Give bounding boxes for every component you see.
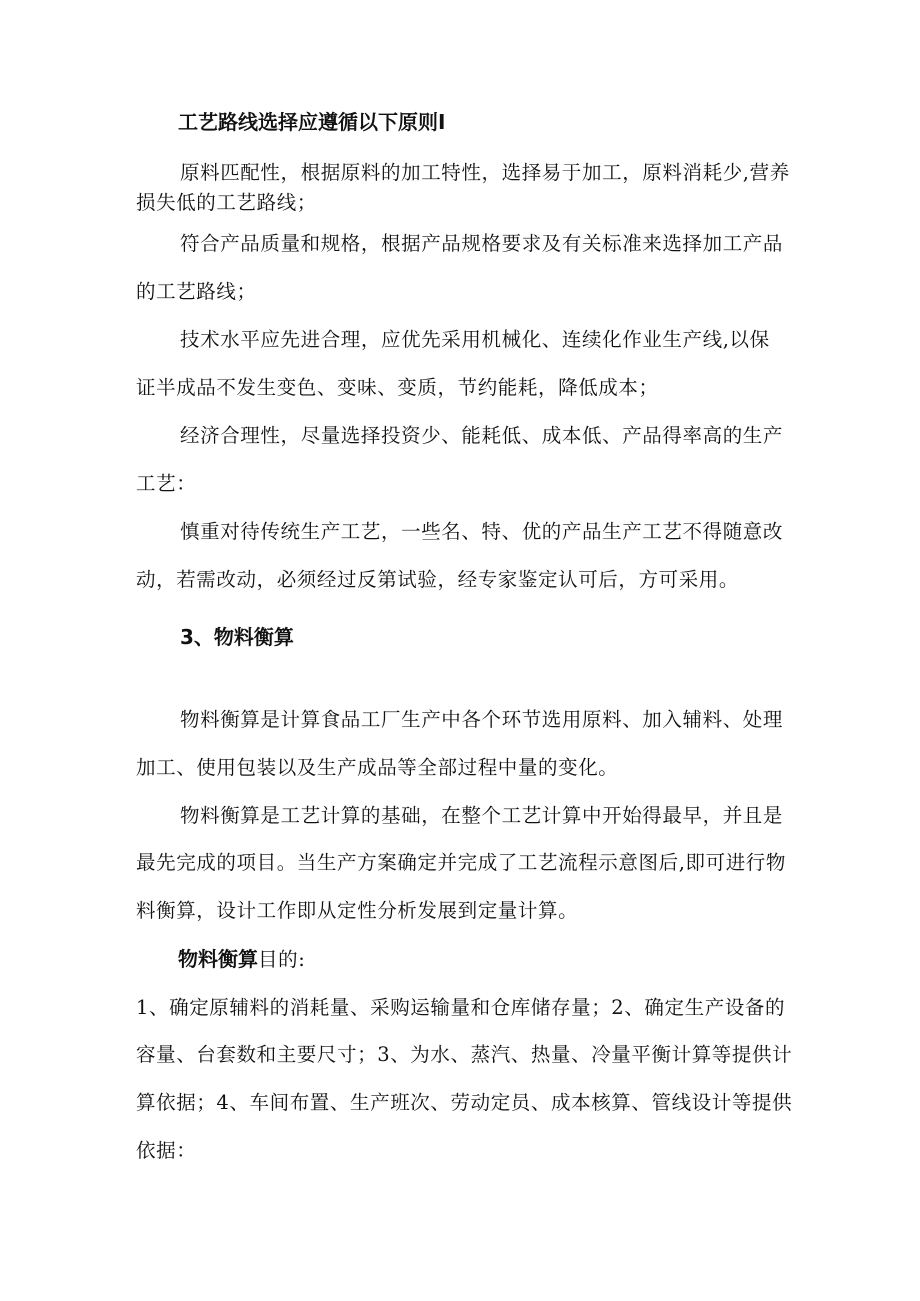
purpose-heading-bold: 物料衡算 xyxy=(178,947,258,971)
purpose-line-2: 容量、台套数和主要尺寸；3、为水、蒸汽、热量、冷量平衡计算等提供计 xyxy=(136,1043,793,1066)
principle-5-line-1: 慎重对待传统生产工艺，一些名、特、优的产品生产工艺不得随意改 xyxy=(180,520,784,543)
principle-3-line-2: 证半成品不发生变色、变味、变质，节约能耗，降低成本； xyxy=(136,376,659,399)
material-balance-para-2-line-1: 物料衡算是工艺计算的基础，在整个工艺计算中开始得最早，并且是 xyxy=(180,804,784,827)
principle-2-line-2: 的工艺路线； xyxy=(136,280,257,303)
purpose-heading-rest: 目的: xyxy=(258,948,306,971)
principle-1-line-1: 原料匹配性，根据原料的加工特性，选择易于加工，原料消耗少,营养 xyxy=(180,161,790,184)
material-balance-para-1-line-2: 加工、使用包装以及生产成品等全部过程中量的变化。 xyxy=(136,756,619,779)
purpose-line-1: 1、确定原辅料的消耗量、采购运输量和仓库储存量；2、确定生产设备的 xyxy=(136,996,786,1019)
purpose-line-3: 算依据；4、车间布置、生产班次、劳动定员、成本核算、管线设计等提供 xyxy=(136,1091,793,1114)
principle-5-line-2: 动，若需改动，必须经过反第试验，经专家鉴定认可后，方可采用。 xyxy=(136,568,740,591)
principle-2-line-1: 符合产品质量和规格，根据产品规格要求及有关标准来选择加工产品 xyxy=(180,232,784,255)
principle-4-line-1: 经济合理性，尽量选择投资少、能耗低、成本低、产品得率高的生产 xyxy=(180,424,784,447)
material-balance-para-1-line-1: 物料衡算是计算食品工厂生产中各个环节选用原料、加入辅料、处理 xyxy=(180,708,784,731)
material-balance-heading: 3、物料衡算 xyxy=(180,625,294,649)
principle-3-line-1: 技术水平应先进合理，应优先采用机械化、连续化作业生产线,以保 xyxy=(180,328,770,351)
purpose-heading xyxy=(178,946,305,973)
principle-4-line-2: 工艺： xyxy=(136,472,197,495)
material-balance-para-2-line-2: 最先完成的项目。当生产方案确定并完成了工艺流程示意图后,即可进行物 xyxy=(136,851,786,874)
principle-1-line-2: 损失低的工艺路线； xyxy=(136,191,317,214)
purpose-line-4: 依据： xyxy=(136,1139,197,1162)
material-balance-para-2-line-3: 料衡算，设计工作即从定性分析发展到定量计算。 xyxy=(136,899,579,922)
route-principles-heading: 工艺路线选择应遵循以下原则I xyxy=(178,110,446,134)
